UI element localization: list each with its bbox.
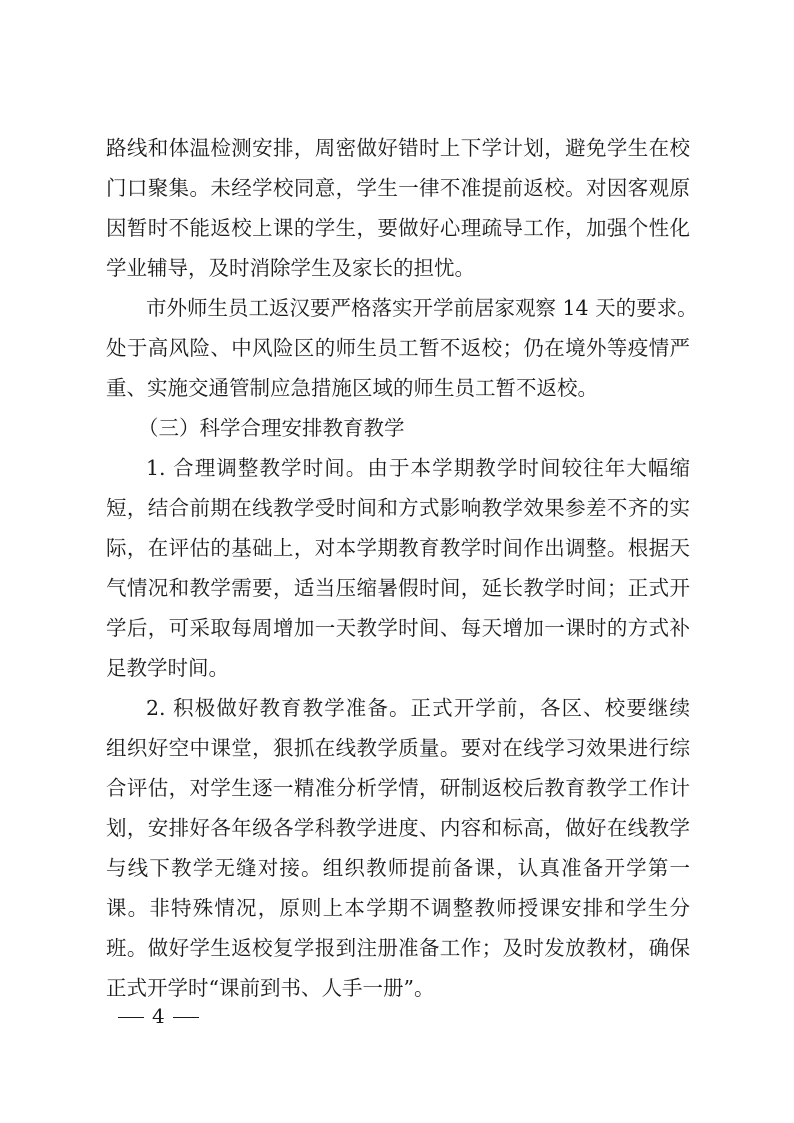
body-text-line: 学业辅导，及时消除学生及家长的担忧。 [106,256,475,280]
body-text-line: 课。非特殊情况，原则上本学期不调整教师授课安排和学生分 [106,896,690,920]
body-text-line: 市外师生员工返汉要严格落实开学前居家观察 14 天的要求。 [146,296,698,320]
body-text-line: 气情况和教学需要，适当压缩暑假时间，延长教学时间；正式开 [106,576,690,600]
body-text-line: 门口聚集。未经学校同意，学生一律不准提前返校。对因客观原 [106,176,690,200]
body-text-line: 际，在评估的基础上，对本学期教育教学时间作出调整。根据天 [106,536,690,560]
body-text-line: 2. 积极做好教育教学准备。正式开学前，各区、校要继续 [146,696,690,720]
body-text-line: 合评估，对学生逐一精准分析学情，研制返校后教育教学工作计 [106,776,690,800]
body-text-line: 1. 合理调整教学时间。由于本学期教学时间较往年大幅缩 [146,456,690,480]
body-text-line: 正式开学时“课前到书、人手一册”。 [106,976,435,1000]
body-text-line: 处于高风险、中风险区的师生员工暂不返校；仍在境外等疫情严 [106,336,690,360]
body-text-line: 班。做好学生返校复学报到注册准备工作；及时发放教材，确保 [106,936,690,960]
body-text-line: 学后，可采取每周增加一天教学时间、每天增加一课时的方式补 [106,616,690,640]
body-text-line: 重、实施交通管制应急措施区域的师生员工暂不返校。 [106,376,598,400]
page-footer [118,998,199,1034]
body-text-line: 与线下教学无缝对接。组织教师提前备课，认真准备开学第一 [106,856,690,880]
body-text-line: 因暂时不能返校上课的学生，要做好心理疏导工作，加强个性化 [106,216,690,240]
body-text-line: 组织好空中课堂，狠抓在线教学质量。要对在线学习效果进行综 [106,736,690,760]
page-number: 4 [152,1004,165,1028]
body-text-line: 划，安排好各年级各学科教学进度、内容和标高，做好在线教学 [106,816,690,840]
body-text-line: 短，结合前期在线教学受时间和方式影响教学效果参差不齐的实 [106,496,690,520]
footer-dash-right [173,1017,199,1018]
footer-dash-left [118,1017,144,1018]
body-text-line: 足教学时间。 [106,656,229,680]
body-text-line: 路线和体温检测安排，周密做好错时上下学计划，避免学生在校 [106,136,690,160]
section-heading: （三）科学合理安排教育教学 [138,416,405,440]
